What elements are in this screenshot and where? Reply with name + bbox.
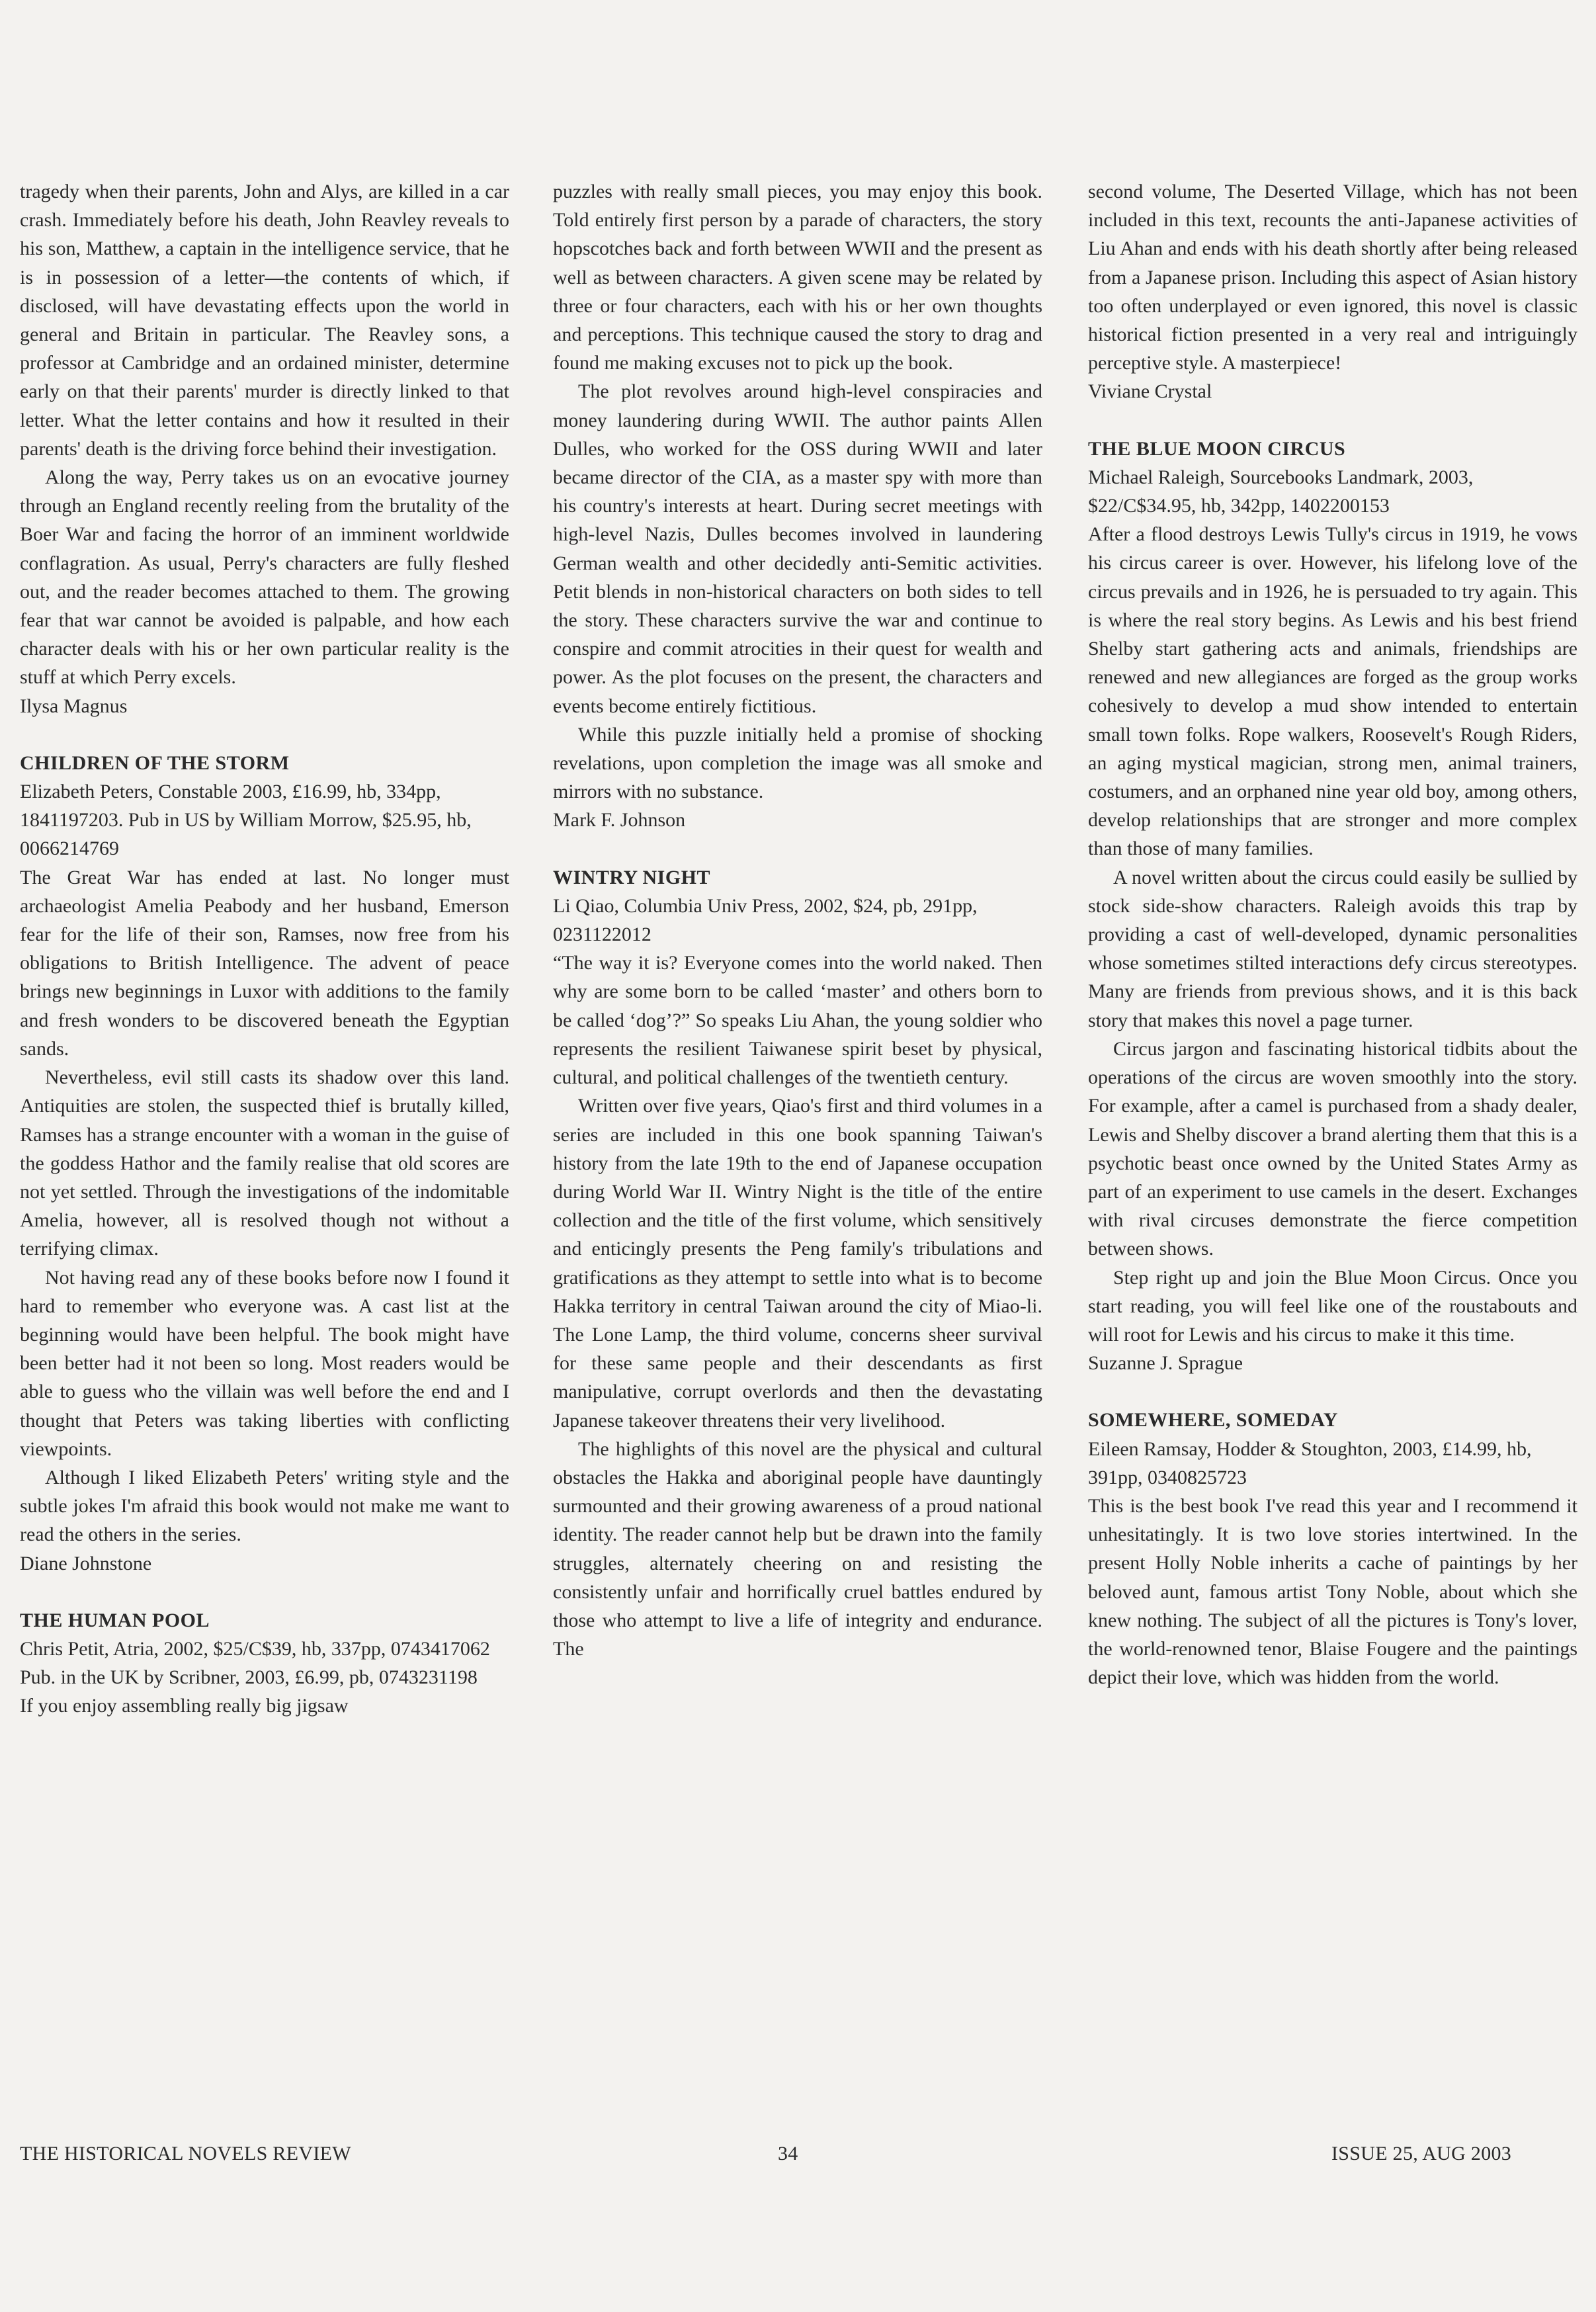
reviewer-name: Ilysa Magnus: [20, 695, 128, 717]
review-paragraph: “The way it is? Everyone comes into the world naked. Then why are some born to be called ‘master’ and others born to be called ‘dog’?” So speaks Liu Ahan, the young soldier who represents the resilient Taiwanese spirit beset by physical, cultural, and political challenges of the twentieth century.: [553, 952, 1042, 1089]
review-paragraph: While this puzzle initially held a promise of shocking revelations, upon completion the image was all smoke and mirrors with no substance.: [553, 723, 1042, 803]
review-title: THE HUMAN POOL: [20, 1609, 210, 1631]
book-details: Pub. in the UK by Scribner, 2003, £6.99, pb, 0743231198: [20, 1666, 478, 1689]
book-details: Elizabeth Peters, Constable 2003, £16.99, hb, 334pp, 1841197203. Pub in US by William Morrow, $25.95, hb, 0066214769: [20, 781, 472, 860]
review-title: THE BLUE MOON CIRCUS: [1088, 437, 1346, 460]
footer-publication-name: THE HISTORICAL NOVELS REVIEW: [20, 2143, 351, 2164]
reviewer-name: Viviane Crystal: [1088, 380, 1212, 403]
review-paragraph: If you enjoy assembling really big jigsaw: [20, 1695, 349, 1717]
book-details: Li Qiao, Columbia Univ Press, 2002, $24, pb, 291pp, 0231122012: [553, 894, 978, 946]
review-paragraph: Although I liked Elizabeth Peters' writing style and the subtle jokes I'm afraid this book would not make me want to read the others in the series.: [20, 1466, 509, 1546]
review-paragraph: This is the best book I've read this year and I recommend it unhesitatingly. It is two love stories intertwined. In the present Holly Noble inherits a cache of paintings by her beloved aunt, famous artist Tony Noble, about which she knew nothing. The subject of all the pictures is Tony's lover, the world-renowned tenor, Blaise Fougere and the paintings depict their love, which was hidden from the world.: [1088, 1494, 1577, 1689]
column-left: [20, 177, 509, 1721]
column-right: [1088, 177, 1577, 1691]
review-paragraph: Step right up and join the Blue Moon Circus. Once you start reading, you will feel like one of the roustabouts and will root for Lewis and his circus to make it this time.: [1088, 1266, 1577, 1346]
review-paragraph: puzzles with really small pieces, you may enjoy this book. Told entirely first person by a parade of characters, the story hopscotches back and forth between WWII and the present as well as between characters. A given scene may be related by three or four characters, each with his or her own thoughts and perceptions. This technique caused the story to drag and found me making excuses not to pick up the book.: [553, 181, 1042, 374]
book-details: Michael Raleigh, Sourcebooks Landmark, 2003, $22/C$34.95, hb, 342pp, 1402200153: [1088, 466, 1474, 517]
column-middle: [553, 177, 1042, 1663]
review-title: WINTRY NIGHT: [553, 866, 711, 888]
review-paragraph: tragedy when their parents, John and Alys, are killed in a car crash. Immediately before his death, John Reavley reveals to his son, Matthew, a captain in the intelligence service, that he is in possession of a letter—the contents of which, if disclosed, will have devastating effects upon the world in general and Britain in particular. The Reavley sons, a professor at Cambridge and an ordained minister, determine early on that their parents' murder is directly linked to that letter. What the letter contains and how it resulted in their parents' death is the driving force behind their investigation.: [20, 181, 509, 460]
book-details: Chris Petit, Atria, 2002, $25/C$39, hb, 337pp, 0743417062: [20, 1637, 490, 1660]
review-paragraph: Written over five years, Qiao's first and third volumes in a series are included in this one book spanning Taiwan's history from the late 19th to the end of Japanese occupation during World War II. Wintry Night is the title of the entire collection and the title of the first volume, which sensitively and enticingly presents the Peng family's tribulations and gratifications as they attempt to settle into what is to become Hakka territory in central Taiwan around the city of Miao-li. The Lone Lamp, the third volume, concerns sheer survival for these same people and their descendants as first manipulative, corrupt overlords and then the devastating Japanese takeover threatens their very livelihood.: [553, 1095, 1042, 1432]
page-footer: [0, 2141, 1596, 2167]
review-paragraph: The Great War has ended at last. No longer must archaeologist Amelia Peabody and her husband, Emerson fear for the life of their son, Ramses, now free from his obligations to British Intelligence. The advent of peace brings new beginnings in Luxor with additions to the family and fresh wonders to be discovered beneath the Egyptian sands.: [20, 866, 509, 1060]
reviewer-name: Mark F. Johnson: [553, 809, 686, 832]
reviewer-name: Suzanne J. Sprague: [1088, 1352, 1243, 1375]
review-title: SOMEWHERE, SOMEDAY: [1088, 1409, 1338, 1432]
book-details: Eileen Ramsay, Hodder & Stoughton, 2003, £14.99, hb, 391pp, 0340825723: [1088, 1437, 1532, 1488]
review-paragraph: second volume, The Deserted Village, which has not been included in this text, recounts the anti-Japanese activities of Liu Ahan and ends with his death shortly after being released from a Japanese prison. Including this aspect of Asian history too often underplayed or even ignored, this novel is classic historical fiction presented in a very real and intriguingly perceptive style. A masterpiece!: [1088, 181, 1577, 374]
review-paragraph: Not having read any of these books before now I found it hard to remember who everyone was. A cast list at the beginning would have been helpful. The book might have been better had it not been so long. Most readers would be able to guess who the villain was well before the end and I thought that Peters was taking liberties with conflicting viewpoints.: [20, 1266, 509, 1460]
review-paragraph: After a flood destroys Lewis Tully's circus in 1919, he vows his circus career is over. However, his lifelong love of the circus prevails and in 1926, he is persuaded to try again. This is where the real story begins. As Lewis and his best friend Shelby start gathering acts and animals, friendships are renewed and new allegiances are forged as the group works cohesively to develop a mud show intended to entertain small town folks. Rope walkers, Roosevelt's Rough Riders, an aging mystical magician, strong men, animal trainers, costumers, and an orphaned nine year old boy, among others, develop relationships that are stronger and more complex than those of many families.: [1088, 523, 1577, 860]
footer-page-number: 34: [778, 2143, 798, 2164]
review-paragraph: Along the way, Perry takes us on an evocative journey through an England recently reeling from the brutality of the Boer War and facing the horror of an imminent worldwide conflagration. As usual, Perry's characters are fully fleshed out, and the reader becomes attached to them. The growing fear that war cannot be avoided is palpable, and how each character deals with his or her own particular reality is the stuff at which Perry excels.: [20, 466, 509, 689]
review-paragraph: Nevertheless, evil still casts its shadow over this land. Antiquities are stolen, the suspected thief is brutally killed, Ramses has a strange encounter with a woman in the guise of the goddess Hathor and the family realise that old scores are not yet settled. Through the investigations of the indomitable Amelia, however, all is resolved though not without a terrifying climax.: [20, 1066, 509, 1260]
review-paragraph: A novel written about the circus could easily be sullied by stock side-show characters. Raleigh avoids this trap by providing a cast of well-developed, dynamic personalities whose sometimes stilted interactions defy circus stereotypes. Many are friends from previous shows, and it is this back story that makes this novel a page turner.: [1088, 866, 1577, 1031]
reviewer-name: Diane Johnstone: [20, 1552, 152, 1574]
review-paragraph: The plot revolves around high-level conspiracies and money laundering during WWII. The author paints Allen Dulles, who worked for the OSS during WWII and later became director of the CIA, as a master spy with more than his country's interests at heart. During secret meetings with high-level Nazis, Dulles becomes involved in laundering German wealth and other decidedly anti-Semitic activities. Petit blends in non-historical characters on both sides to tell the story. These characters survive the war and continue to conspire and commit atrocities in their quest for wealth and power. As the plot focuses on the present, the characters and events become entirely fictitious.: [553, 380, 1042, 717]
review-paragraph: Circus jargon and fascinating historical tidbits about the operations of the circus are woven smoothly into the story. For example, after a camel is purchased from a shady dealer, Lewis and Shelby discover a brand alerting them that this is a psychotic beast once owned by the United States Army as part of an experiment to use camels in the desert. Exchanges with rival circuses demonstrate the fierce competition between shows.: [1088, 1037, 1577, 1260]
footer-issue-info: ISSUE 25, AUG 2003: [1331, 2143, 1512, 2164]
review-title: CHILDREN OF THE STORM: [20, 751, 290, 774]
review-paragraph: The highlights of this novel are the physical and cultural obstacles the Hakka and aboriginal people have dauntingly surmounted and their growing awareness of a proud national identity. The reader cannot help but be drawn into the family struggles, alternately cheering on and resisting the consistently unfair and horrifically cruel battles endured by those who attempt to live a life of integrity and endurance. The: [553, 1437, 1042, 1660]
